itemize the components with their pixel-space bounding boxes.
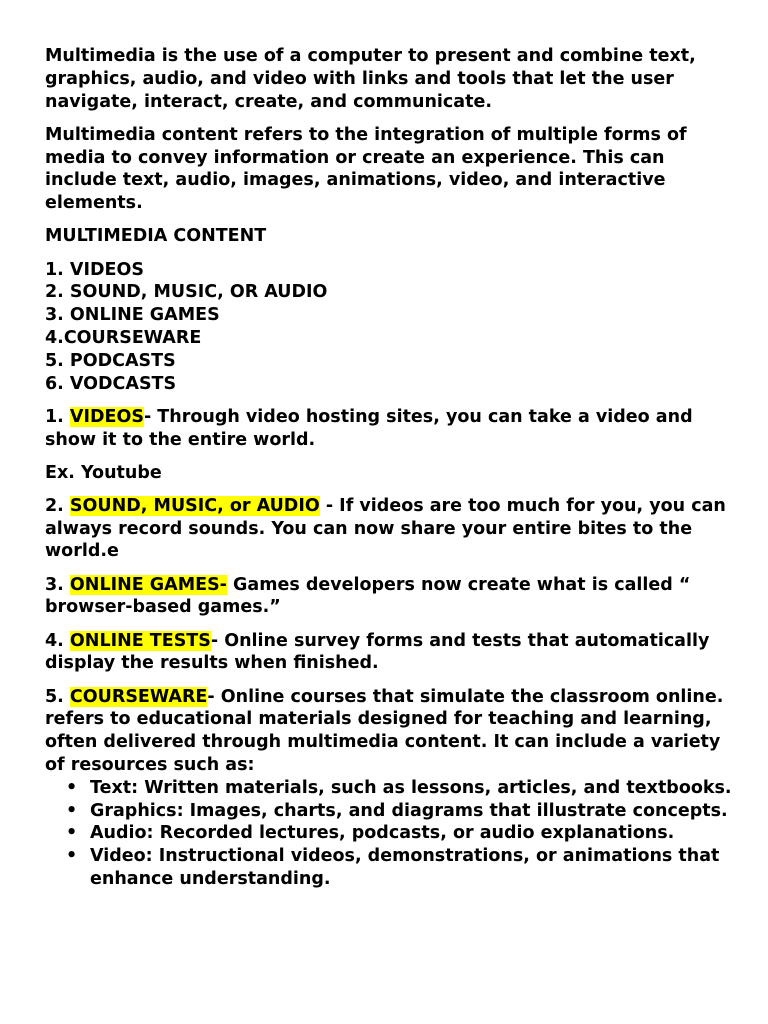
content-list-item: 5. PODCASTS bbox=[45, 350, 176, 371]
content-list bbox=[45, 259, 735, 396]
section-description: Games developers now create what is called “ browser-based games.” bbox=[45, 574, 691, 618]
bullet-item: • Graphics: Images, charts, and diagrams that illustrate concepts. bbox=[90, 800, 735, 823]
example-text: Ex. Youtube bbox=[45, 462, 162, 483]
content-list-item: 1. VIDEOS bbox=[45, 259, 144, 280]
highlighted-term: SOUND, MUSIC, or AUDIO bbox=[69, 495, 320, 516]
section-heading: MULTIMEDIA CONTENT bbox=[45, 226, 267, 247]
section-number: 4. bbox=[45, 630, 70, 651]
content-list-item: 2. SOUND, MUSIC, OR AUDIO bbox=[45, 282, 328, 303]
courseware-detail: refers to educational materials designed for teaching and learning, often delivered through multimedia content. It can include a variety of resources such as: bbox=[45, 709, 721, 776]
intro-paragraph-1: Multimedia is the use of a computer to present and combine text, graphics, audio, and video with links and tools that let the user navigate, interact, create, and communicate. bbox=[45, 46, 696, 112]
section-description: Online courses that simulate the classroom online. bbox=[214, 686, 724, 707]
section-sound bbox=[45, 495, 735, 563]
intro-paragraph-2: Multimedia content refers to the integration of multiple forms of media to convey information or create an experience. This can include text, audio, images, animations, video, and interactive elements. bbox=[45, 124, 687, 214]
term-separator: - bbox=[207, 686, 215, 707]
section-online-games bbox=[45, 574, 735, 620]
section-courseware bbox=[45, 686, 735, 709]
term-separator: - bbox=[143, 406, 152, 427]
term-separator: - bbox=[319, 495, 334, 516]
bullet-item: • Audio: Recorded lectures, podcasts, or audio explanations. bbox=[90, 822, 735, 845]
highlighted-term: VIDEOS bbox=[69, 406, 144, 427]
content-list-item: 3. ONLINE GAMES bbox=[45, 305, 220, 326]
highlighted-term: COURSEWARE bbox=[69, 686, 208, 707]
section-number: 1. bbox=[45, 406, 70, 427]
document-page bbox=[45, 45, 735, 891]
term-separator: - bbox=[210, 630, 219, 651]
highlighted-term: ONLINE GAMES- bbox=[69, 574, 227, 595]
content-list-item: 4.COURSEWARE bbox=[45, 327, 202, 348]
section-description: If videos are too much for you, you can always record sounds. You can now share your entire bites to the world.e bbox=[45, 495, 726, 562]
section-number: 3. bbox=[45, 574, 70, 595]
courseware-bullet-list bbox=[45, 777, 735, 891]
highlighted-term: ONLINE TESTS bbox=[69, 630, 211, 651]
bullet-item: • Video: Instructional videos, demonstrations, or animations that enhance understanding. bbox=[90, 845, 735, 891]
bullet-item: • Text: Written materials, such as lessons, articles, and textbooks. bbox=[90, 777, 735, 800]
content-list-item: 6. VODCASTS bbox=[45, 373, 177, 394]
section-number: 2. bbox=[45, 495, 70, 516]
section-online-tests bbox=[45, 630, 735, 676]
section-videos bbox=[45, 406, 735, 452]
section-description: Online survey forms and tests that automatically display the results when finished. bbox=[45, 630, 710, 674]
section-description: Through video hosting sites, you can take a video and show it to the entire world. bbox=[45, 406, 693, 450]
section-number: 5. bbox=[45, 686, 70, 707]
